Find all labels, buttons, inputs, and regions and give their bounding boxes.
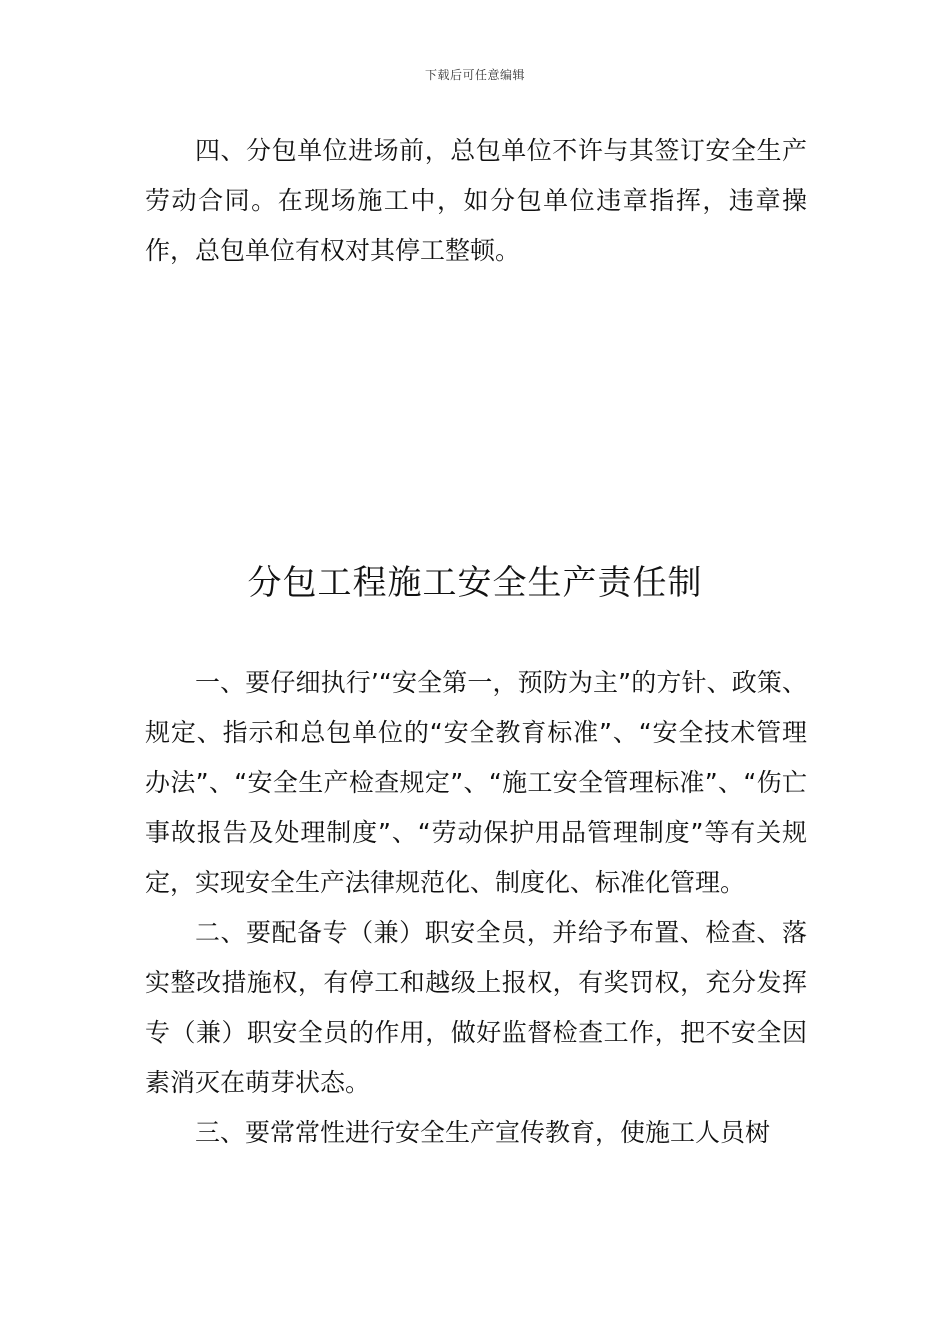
previous-section — [145, 126, 807, 276]
paragraph-item-3: 三、要常常性进行安全生产宣传教育，使施工人员树 — [195, 1118, 771, 1147]
paragraph-item-1: 一、要仔细执行’“安全第一，预防为主”的方针、政策、规定、指示和总包单位的“安全教育标准”、“安全技术管理办法”、“安全生产检查规定”、“施工安全管理标准”、“伤亡事故报告及处理制度”、“劳动保护用品管理制度”等有关规定，实现安全生产法律规范化、制度化、标准化管理。 — [145, 668, 807, 897]
header-note: 下载后可任意编辑 — [424, 68, 525, 82]
paragraph-item-2: 二、要配备专（兼）职安全员，并给予布置、检查、落实整改措施权，有停工和越级上报权，有奖罚权，充分发挥专（兼）职安全员的作用，做好监督检查工作，把不安全因素消灭在萌芽状态。 — [145, 918, 807, 1097]
paragraph-item-4: 四、分包单位进场前，总包单位不许与其签订安全生产劳动合同。在现场施工中，如分包单位违章指挥，违章操作，总包单位有权对其停工整顿。 — [145, 136, 807, 265]
document-title: 分包工程施工安全生产责任制 — [247, 563, 703, 603]
document-body — [145, 658, 807, 1158]
